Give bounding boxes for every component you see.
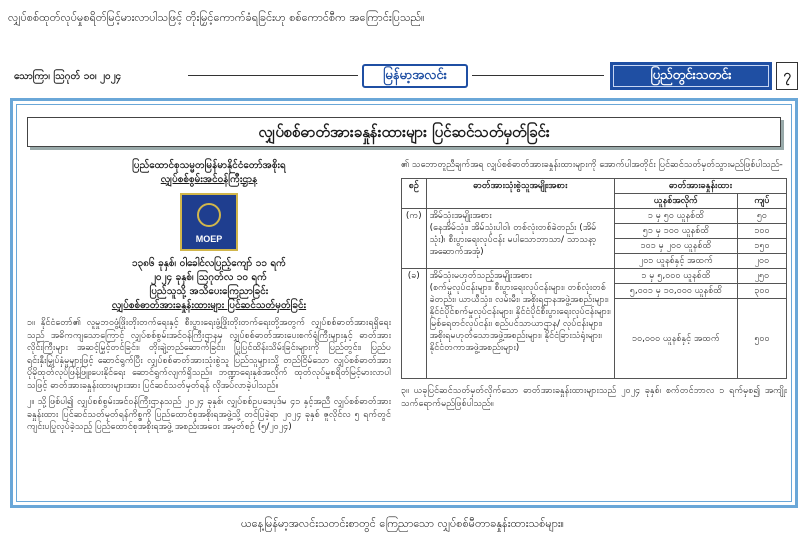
paragraph-2: ၂။ သို့ဖြစ်ပါ၍ လျှပ်စစ်စွမ်းအင်ဝန်ကြီးဌာနသည် ၂၀၂၄ ခုနှစ်၊ လျှပ်စစ်ဥပဒေပုဒ်မ ၄၁ နှင့်အညီ လျှပ်စစ်ဓာတ်အားခနှုန်းထား ပြင်ဆင်သတ်မှတ်ရန်ကိစ္စကို ပြည်ထောင်စုအစိုးရအဖွဲ့သို့ တင်ပြခဲ့ရာ ၂၀၂၄ ခုနှစ် ဇူလိုင်လ ၅ ရက်တွင် ကျင်းပပြုလုပ်ခဲ့သည့် ပြည်ထောင်စုအစိုးရအဖွဲ့ အစည်းအဝေး အမှတ်စဉ် (၅/၂၀၂၄) (27, 397, 391, 432)
column-header-no: စဉ် (402, 179, 427, 209)
gregorian-date: ၂၀၂၄ ခုနှစ်၊ ဩဂုတ်လ ၁၀ ရက် (151, 272, 267, 283)
unit-range: ၅,၀၀၁ မှ ၁၀,၀၀၀ ယူနစ်ထိ (614, 284, 737, 299)
column-header-kyat: ကျပ် (737, 194, 786, 209)
kyat-rate: ၁၀၀ (737, 224, 786, 239)
unit-range: ၁၀,၀၀၀ ယူနစ်နှင့် အထက် (614, 299, 737, 379)
kyat-rate: ၅၀၀ (737, 299, 786, 379)
electricity-rate-table (401, 178, 787, 379)
category-cell (426, 209, 614, 269)
ministry-name: လျှပ်စစ်စွမ်းအင်ဝန်ကြီးဌာန (160, 174, 258, 185)
notice-frame-inner (16, 104, 792, 502)
unit-range: ၂၀၁ ယူနစ်နှင့် အထက် (614, 254, 737, 269)
announcement-heading: ပြည်သူသို့ အသိပေးကြေညာခြင်း (149, 286, 269, 297)
row-number: (က) (402, 209, 427, 269)
unit-range: ၁ မှ ၅၀ ယူနစ်ထိ (614, 209, 737, 224)
effective-date-paragraph: ၃။ ယခုပြင်ဆင်သတ်မှတ်လိုက်သော ဓာတ်အားခနှုန်းထားများသည် ၂၀၂၄ ခုနှစ်၊ စက်တင်ဘာလ ၁ ရက်မှစ၍ အကျိုးသက်ရောက်မည်ဖြစ်ပါသည်။ (401, 386, 787, 409)
moep-emblem-icon (180, 193, 238, 251)
kyat-rate: ၁၅၀ (737, 239, 786, 254)
category-description: (စက်မှုလုပ်ငန်းများ၊ စီးပွားရေးလုပ်ငန်းများ၊ တစ်လုံးတစ်ခဲတည်း၊ ယာယီသုံး၊ လမ်းမီး၊ အစိုးရဌာနအဖွဲ့အစည်းများ၊ နိုင်ငံပိုင်စက်မှုလုပ်ငန်းများ၊ နိုင်ငံပိုင်စီးပွားရေးလုပ်ငန်းများ၊ မြစ်ရေတင်လုပ်ငန်း၊ စည်ပင်သာယာဌာန/ လုပ်ငန်းများ၊ အစိုးရမဟုတ်သောအဖွဲ့အစည်းများ၊ နိုင်ငံခြားသံရုံးများ၊ နိုင်ငံတကာအဖွဲ့အစည်းများ) (429, 283, 611, 353)
kyat-rate: ၃၀၀ (737, 284, 786, 299)
table-row (402, 269, 787, 284)
myanmar-calendar-date: ၁၃၈၆ ခုနှစ်၊ ဝါခေါင်လပြည့်ကျော် ၁၁ ရက် (132, 258, 286, 269)
column-header-rate: ဓာတ်အားခနှုန်းထား (614, 179, 786, 194)
newspaper-masthead (10, 62, 798, 90)
kyat-rate: ၂၅၀ (737, 269, 786, 284)
table-row (402, 209, 787, 224)
row-number: (ခ) (402, 269, 427, 379)
notice-left-column (27, 159, 391, 434)
bottom-caption: ယနေ့မြန်မာ့အလင်းသတင်းစာတွင် ကြေညာသော လျှပ်စစ်မီတာခနှုန်းထားသစ်များ။ (241, 517, 564, 530)
section-label-text: ပြည်တွင်းသတင်း (650, 68, 732, 83)
category-cell (426, 269, 614, 379)
paragraph-1: ၁။ နိုင်ငံတော်၏ လူမှုဘဝဖွံ့ဖြိုးတိုးတက်ရေးနှင့် စီးပွားရေးဖွံ့ဖြိုးတိုးတက်ရေးတို့အတွက် လျှပ်စစ်ဓာတ်အားရရှိရေးသည် အဓိကကျသောကြောင့် လျှပ်စစ်စွမ်းအင်ဝန်ကြီးဌာနမှ လျှပ်စစ်ဓာတ်အားပေးစက်ရုံကြီးများနှင့် ဓာတ်အားလိုင်းကြီးများ အဆင့်မြှင့်တင်ခြင်း၊ တိုးချဲ့တည်ဆောက်ခြင်း၊ ပြုပြင်ထိန်းသိမ်းခြင်းများကို ပြည်တွင်း၊ ပြည်ပရင်းနှီးမြှုပ်နှံမှုများဖြင့် ဆောင်ရွက်ပြီး လျှပ်စစ်ဓာတ်အားသုံးစွဲသူ ပြည်သူများသို့ တည်ငြိမ်သော လျှပ်စစ်ဓာတ်အား ပိုမိုထုတ်လုပ်ဖြန့်ဖြူးပေးနိုင်ရေး ဆောင်ရွက်လျက်ရှိသည်။ ဘဏ္ဍာရေးနှစ်အလိုက် ထုတ်လုပ်မှုစရိတ်မြင့်မားလာပါသဖြင့် ဓာတ်အားခနှုန်းထားများအား ပြင်ဆင်သတ်မှတ်ရန် လိုအပ်လာခဲ့ပါသည်။ (27, 318, 391, 391)
column-header-category: ဓာတ်အားသုံးစွဲသူအမျိုးအစား (426, 179, 614, 209)
top-caption: လျှပ်စစ်ထုတ်လုပ်မှုစရိတ်မြင့်မားလာပါသဖြင့် တိုးမြှင့်ကောက်ခံရခြင်းဟု စစ်ကောင်စီက အကြောင်းပြသည်။ (8, 11, 425, 24)
category-title: အိမ်သုံးမဟုတ်သည့်အမျိုးအစား (429, 271, 532, 281)
notice-right-column (401, 159, 787, 410)
page-number: ၇ (776, 62, 798, 90)
unit-range: ၁၀၁ မှ ၂၀၀ ယူနစ်ထိ (614, 239, 737, 254)
emblem-text: MOEP (195, 234, 223, 244)
announcement-subject: လျှပ်စစ်ဓာတ်အားခနှုန်းထားများ ပြင်ဆင်သတ်မှတ်ခြင်း (111, 300, 307, 311)
masthead-divider (472, 75, 604, 76)
column-header-units: ယူနစ်အလိုက် (614, 194, 737, 209)
paper-name-logo: မြန်မာ့အလင်း (362, 64, 468, 88)
category-description: (နေအိမ်သုံး၊ အိမ်သုံးပါဝါ၊ တစ်လုံးတစ်ခဲတည်း (အိမ်သုံး)၊ စီးပွားရေးလုပ်ငန်း မပါသောဘာသာ/ သာသနာ့အဆောက်အအုံ) (429, 223, 597, 257)
kyat-rate: ၂၀၀ (737, 254, 786, 269)
notice-title: လျှပ်စစ်ဓာတ်အားခနှုန်းထားများ ပြင်ဆင်သတ်မှတ်ခြင်း (27, 117, 781, 147)
category-title: အိမ်သုံးအမျိုးအစား (429, 211, 492, 221)
notice-frame (10, 98, 798, 508)
kyat-rate: ၅၀ (737, 209, 786, 224)
table-intro: ၏ သဘောတူညီချက်အရ လျှပ်စစ်ဓာတ်အားခနှုန်းထားများကို အောက်ပါအတိုင်း ပြင်ဆင်သတ်မှတ်သွားမည်ဖြစ်ပါသည်- (401, 160, 783, 170)
issue-date: သောကြာ၊ ဩဂုတ် ၁၀၊ ၂၀၂၄ (14, 71, 122, 82)
government-name: ပြည်ထောင်စုသမ္မတမြန်မာနိုင်ငံတော်အစိုးရ (132, 160, 286, 171)
unit-range: ၁ မှ ၅,၀၀၀ ယူနစ်ထိ (614, 269, 737, 284)
emblem-circle (197, 203, 221, 227)
unit-range: ၅၁ မှ ၁၀၀ ယူနစ်ထိ (614, 224, 737, 239)
section-label (610, 62, 772, 90)
masthead-divider (188, 75, 358, 76)
